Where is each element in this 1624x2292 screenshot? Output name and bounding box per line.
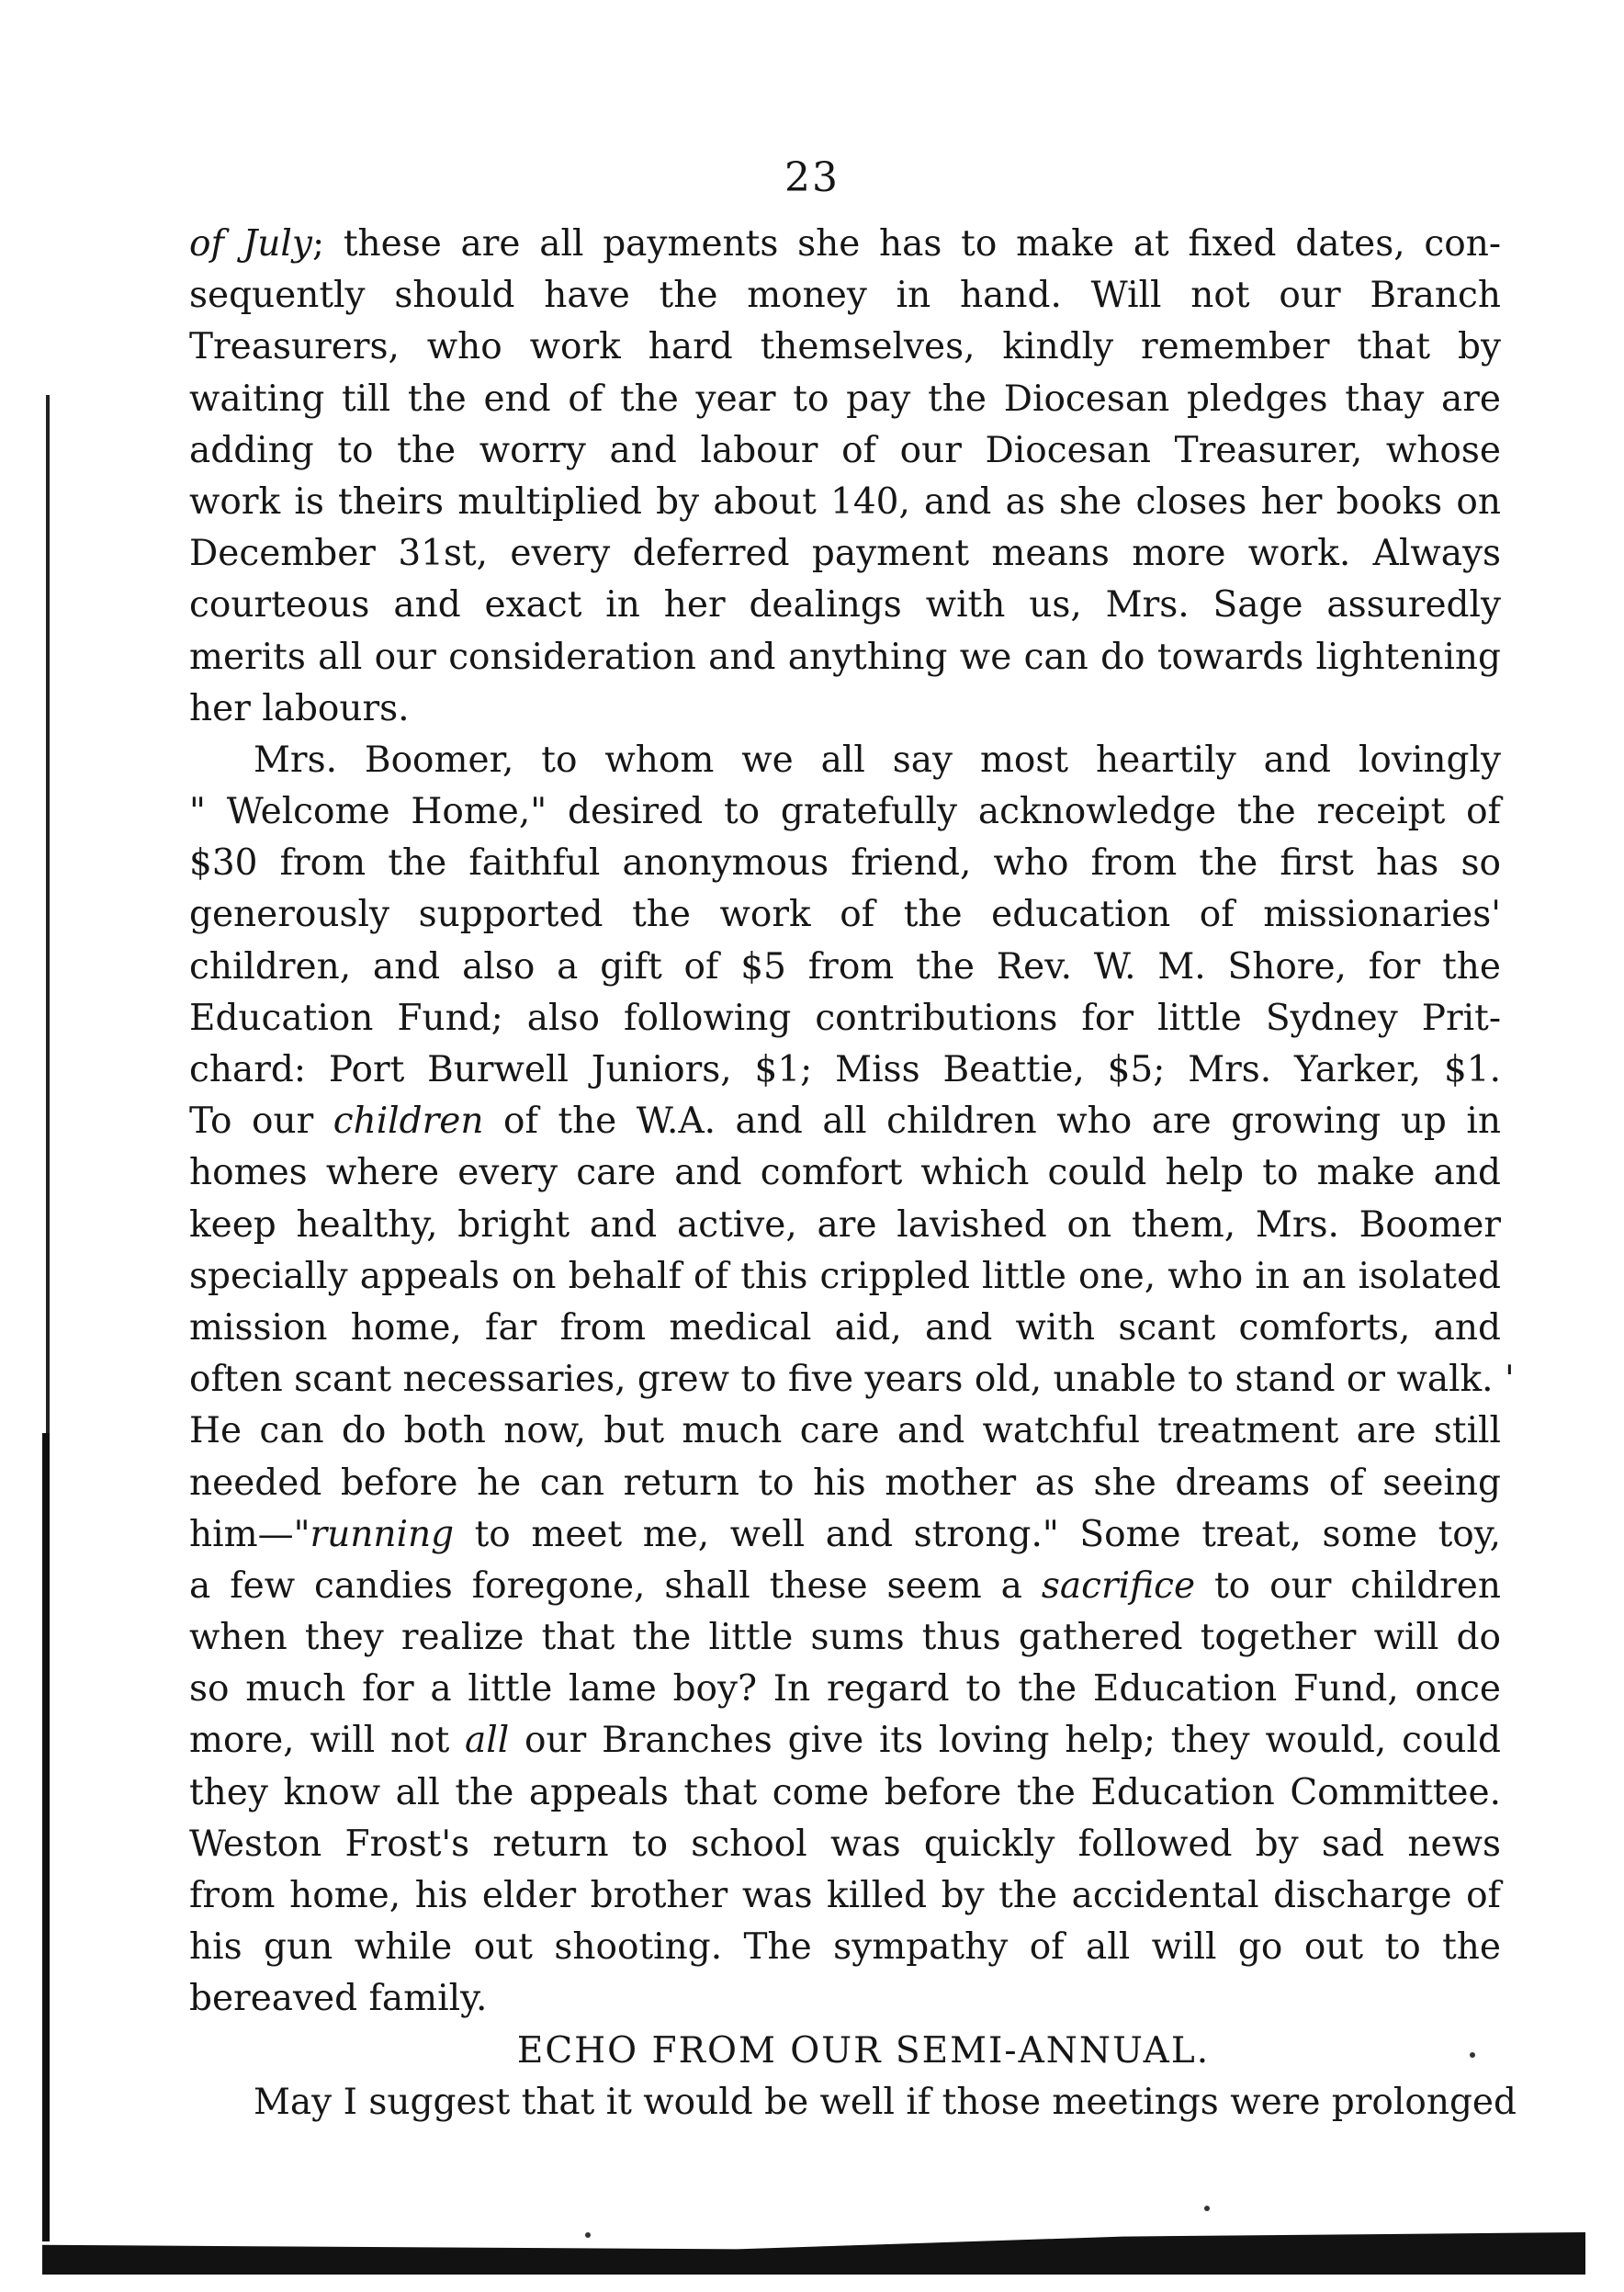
text-run: bereaved family. bbox=[189, 1978, 488, 2020]
text-line bbox=[189, 322, 1501, 373]
text-run: Mrs. Boomer, to whom we all say most heartily and lovingly bbox=[254, 739, 1501, 781]
text-line bbox=[189, 1509, 1501, 1561]
text-run: a few candies foregone, shall these seem a bbox=[189, 1564, 1042, 1607]
text-run: more, will not bbox=[189, 1720, 466, 1762]
text-run: chard: Port Burwell Juniors, $1; Miss Beattie, $5; Mrs. Yarker, $1. bbox=[189, 1049, 1501, 1090]
text-line bbox=[189, 2077, 1517, 2128]
scan-speck bbox=[1470, 2052, 1475, 2058]
text-line bbox=[189, 1147, 1501, 1199]
text-run: our Branches give its loving help; they would, could bbox=[509, 1720, 1501, 1762]
text-line bbox=[189, 1612, 1501, 1664]
text-run: $30 from the faithful anonymous friend, who from the first has so bbox=[189, 842, 1501, 885]
text-run: Weston Frost's return to school was quickly followed by sad news bbox=[189, 1823, 1501, 1865]
text-run: specially appeals on behalf of this crippled little one, who in an isolated bbox=[189, 1255, 1501, 1297]
text-run: generously supported the work of the education of missionaries' bbox=[189, 894, 1501, 936]
italic-text-run: all bbox=[465, 1720, 510, 1762]
text-run: merits all our consideration and anything we can do towards lightening bbox=[189, 636, 1501, 678]
text-line bbox=[189, 1406, 1501, 1457]
text-line bbox=[189, 1922, 1501, 1973]
text-run: to meet me, well and strong." Some treat, some toy, bbox=[454, 1513, 1501, 1555]
scan-speck bbox=[1204, 2206, 1210, 2211]
text-run: needed before he can return to his mother as she dreams of seeing bbox=[189, 1462, 1501, 1504]
text-line bbox=[189, 580, 1501, 631]
text-run: so much for a little lame boy? In regard to the Education Fund, once bbox=[189, 1668, 1501, 1711]
text-run: sequently should have the money in hand. Will not our Branch bbox=[189, 275, 1501, 317]
text-run: him—" bbox=[189, 1513, 310, 1555]
text-line bbox=[189, 374, 1501, 425]
text-run: ECHO FROM OUR SEMI-ANNUAL. bbox=[516, 2029, 1211, 2072]
text-line bbox=[189, 993, 1501, 1044]
text-run: mission home, far from medical aid, and with scant comforts, and bbox=[189, 1306, 1501, 1349]
text-run: Education Fund; also following contributions for little Sydney Prit- bbox=[189, 997, 1501, 1039]
text-line bbox=[189, 1870, 1501, 1922]
section-heading bbox=[189, 2026, 1501, 2077]
text-line bbox=[189, 786, 1501, 838]
text-run: to our children bbox=[1195, 1564, 1502, 1607]
left-margin-rule-thick bbox=[42, 1433, 50, 2241]
text-line bbox=[189, 1044, 1501, 1096]
text-run: waiting till the end of the year to pay the Diocesan pledges thay are bbox=[189, 378, 1501, 420]
text-line bbox=[189, 735, 1501, 786]
text-run: her labours. bbox=[189, 687, 410, 729]
text-line bbox=[189, 1354, 1515, 1406]
italic-text-run: running bbox=[310, 1513, 455, 1555]
italic-text-run: sacrifice bbox=[1041, 1564, 1196, 1607]
text-line bbox=[189, 1251, 1501, 1303]
scan-speck bbox=[585, 2232, 591, 2238]
text-line bbox=[189, 528, 1501, 580]
text-run: He can do both now, but much care and watchful treatment are still bbox=[189, 1410, 1501, 1452]
text-line bbox=[189, 632, 1501, 683]
text-run: keep healthy, bright and active, are lavished on them, Mrs. Boomer bbox=[189, 1203, 1501, 1246]
text-run: " Welcome Home," desired to gratefully acknowledge the receipt of bbox=[189, 791, 1501, 833]
text-line bbox=[189, 1715, 1501, 1767]
text-run: adding to the worry and labour of our Diocesan Treasurer, whose bbox=[189, 429, 1501, 471]
italic-text-run: children bbox=[333, 1101, 484, 1143]
text-line bbox=[189, 1303, 1501, 1354]
text-line bbox=[189, 1458, 1501, 1509]
text-line bbox=[189, 1561, 1501, 1612]
body-text bbox=[189, 219, 1517, 2128]
text-line bbox=[189, 1973, 1501, 2025]
text-line bbox=[189, 1200, 1501, 1251]
text-run: from home, his elder brother was killed by the accidental discharge of bbox=[189, 1875, 1501, 1916]
text-line bbox=[189, 477, 1501, 528]
text-run: they know all the appeals that come before the Education Committee. bbox=[189, 1771, 1501, 1813]
text-run: December 31st, every deferred payment means more work. Always bbox=[189, 533, 1501, 575]
text-run: Treasurers, who work hard themselves, kindly remember that by bbox=[189, 326, 1501, 368]
page-number: 23 bbox=[784, 154, 840, 201]
text-run: To our bbox=[189, 1101, 333, 1143]
text-run: homes where every care and comfort which could help to make and bbox=[189, 1152, 1501, 1194]
text-run: work is theirs multiplied by about 140, and as she closes her books on bbox=[189, 480, 1501, 523]
text-line bbox=[189, 838, 1501, 889]
text-run: May I suggest that it would be well if those meetings were prolonged bbox=[254, 2081, 1517, 2123]
text-line bbox=[189, 270, 1501, 322]
text-line bbox=[189, 425, 1501, 477]
text-line bbox=[189, 219, 1501, 270]
text-line bbox=[189, 1664, 1501, 1715]
text-run: courteous and exact in her dealings with us, Mrs. Sage assuredly bbox=[189, 584, 1501, 627]
text-run: his gun while out shooting. The sympathy of all will go out to the bbox=[189, 1926, 1501, 1969]
text-run: ; these are all payments she has to make at fixed dates, con- bbox=[311, 223, 1502, 265]
text-line bbox=[189, 1096, 1501, 1147]
text-line bbox=[189, 683, 1501, 735]
text-run: of the W.A. and all children who are growing up in bbox=[483, 1101, 1502, 1143]
text-line bbox=[189, 1767, 1501, 1819]
text-line bbox=[189, 889, 1501, 941]
text-run: often scant necessaries, grew to five years old, unable to stand or walk. ' bbox=[189, 1359, 1515, 1401]
text-run: when they realize that the little sums thus gathered together will do bbox=[189, 1617, 1501, 1659]
bottom-scan-edge bbox=[42, 2232, 1585, 2275]
text-line bbox=[189, 1819, 1501, 1870]
italic-text-run: of July bbox=[189, 223, 312, 265]
text-run: children, and also a gift of $5 from the Rev. W. M. Shore, for the bbox=[189, 945, 1501, 988]
text-line bbox=[189, 942, 1501, 993]
